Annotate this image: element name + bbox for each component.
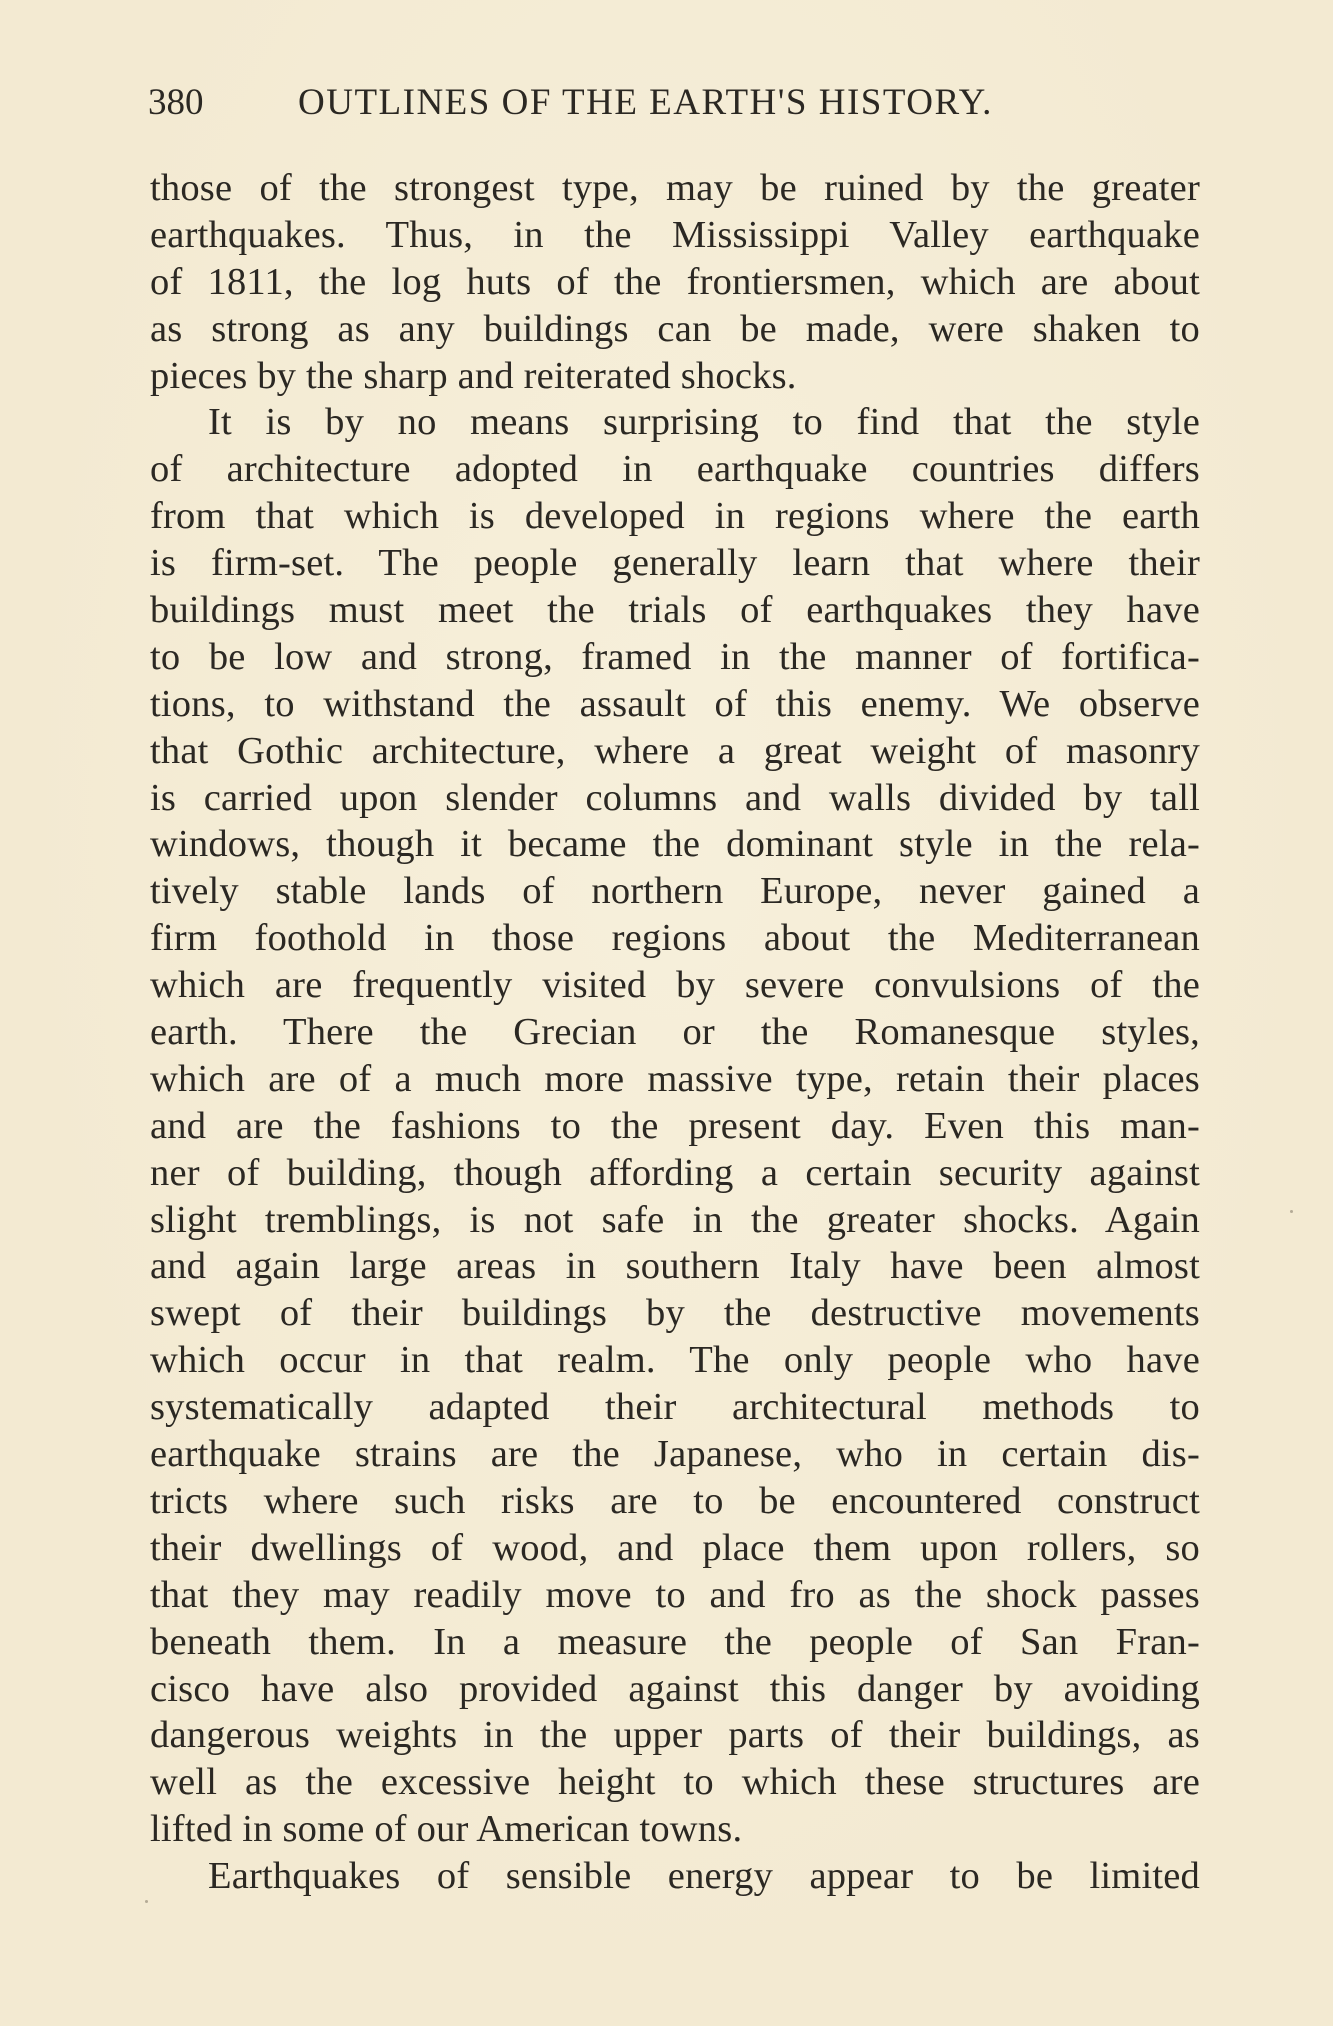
page-number: 380 [148,82,204,123]
text-line: tions, to withstand the assault of this enemy. We observe [150,682,1200,725]
text-line: firm foothold in those regions about the Mediterranean [150,917,1200,960]
text-line: ner of building, though affording a certain security against [150,1151,1200,1194]
running-head [148,78,1068,128]
text-line: earth. There the Grecian or the Romanesque styles, [150,1011,1200,1054]
book-title: OUTLINES OF THE EARTH'S HISTORY. [298,82,993,123]
body-text [150,165,1200,1900]
text-line: which are frequently visited by severe convulsions of the [150,964,1200,1007]
text-line: cisco have also provided against this danger by avoiding [150,1667,1200,1710]
text-line: tricts where such risks are to be encountered construct [150,1479,1200,1522]
paper-speck [1290,1210,1293,1213]
text-line: that they may readily move to and fro as the shock passes [150,1573,1200,1616]
text-line: of 1811, the log huts of the frontiersmen, which are about [150,260,1200,303]
text-line: beneath them. In a measure the people of San Fran- [150,1620,1200,1663]
text-line: which occur in that realm. The only people who have [150,1339,1200,1382]
text-line: and again large areas in southern Italy have been almost [150,1245,1200,1288]
text-line: from that which is developed in regions where the earth [150,495,1200,538]
text-line: dangerous weights in the upper parts of their buildings, as [150,1714,1200,1757]
text-line: slight tremblings, is not safe in the greater shocks. Again [150,1198,1200,1241]
text-line: earthquakes. Thus, in the Mississippi Valley earthquake [150,213,1200,256]
text-line: tively stable lands of northern Europe, never gained a [150,870,1200,913]
text-line: buildings must meet the trials of earthquakes they have [150,589,1200,632]
text-line: and are the fashions to the present day. Even this man- [150,1104,1200,1147]
text-line: those of the strongest type, may be ruined by the greater [150,167,1200,209]
paragraph-first-line: Earthquakes of sensible energy appear to be limited [208,1855,1200,1898]
text-line: is carried upon slender columns and walls divided by tall [150,776,1200,819]
text-line: is firm-set. The people generally learn that where their [150,542,1200,585]
text-line: to be low and strong, framed in the manner of fortifica- [150,635,1200,678]
text-line: lifted in some of our American towns. [150,1808,743,1851]
text-line: windows, though it became the dominant style in the rela- [150,823,1200,866]
text-line: well as the excessive height to which these structures are [150,1761,1200,1804]
text-line: of architecture adopted in earthquake countries differs [150,448,1200,491]
paper-speck [145,1900,148,1903]
text-line: that Gothic architecture, where a great weight of masonry [150,729,1200,772]
paragraph-first-line: It is by no means surprising to find that the style [208,401,1200,444]
text-line: swept of their buildings by the destructive movements [150,1292,1200,1335]
text-line: earthquake strains are the Japanese, who in certain dis- [150,1433,1200,1476]
text-line: which are of a much more massive type, retain their places [150,1057,1200,1100]
text-line: their dwellings of wood, and place them upon rollers, so [150,1526,1200,1569]
text-line: as strong as any buildings can be made, were shaken to [150,307,1200,350]
text-line: systematically adapted their architectural methods to [150,1386,1200,1429]
text-line: pieces by the sharp and reiterated shocks. [150,354,797,397]
